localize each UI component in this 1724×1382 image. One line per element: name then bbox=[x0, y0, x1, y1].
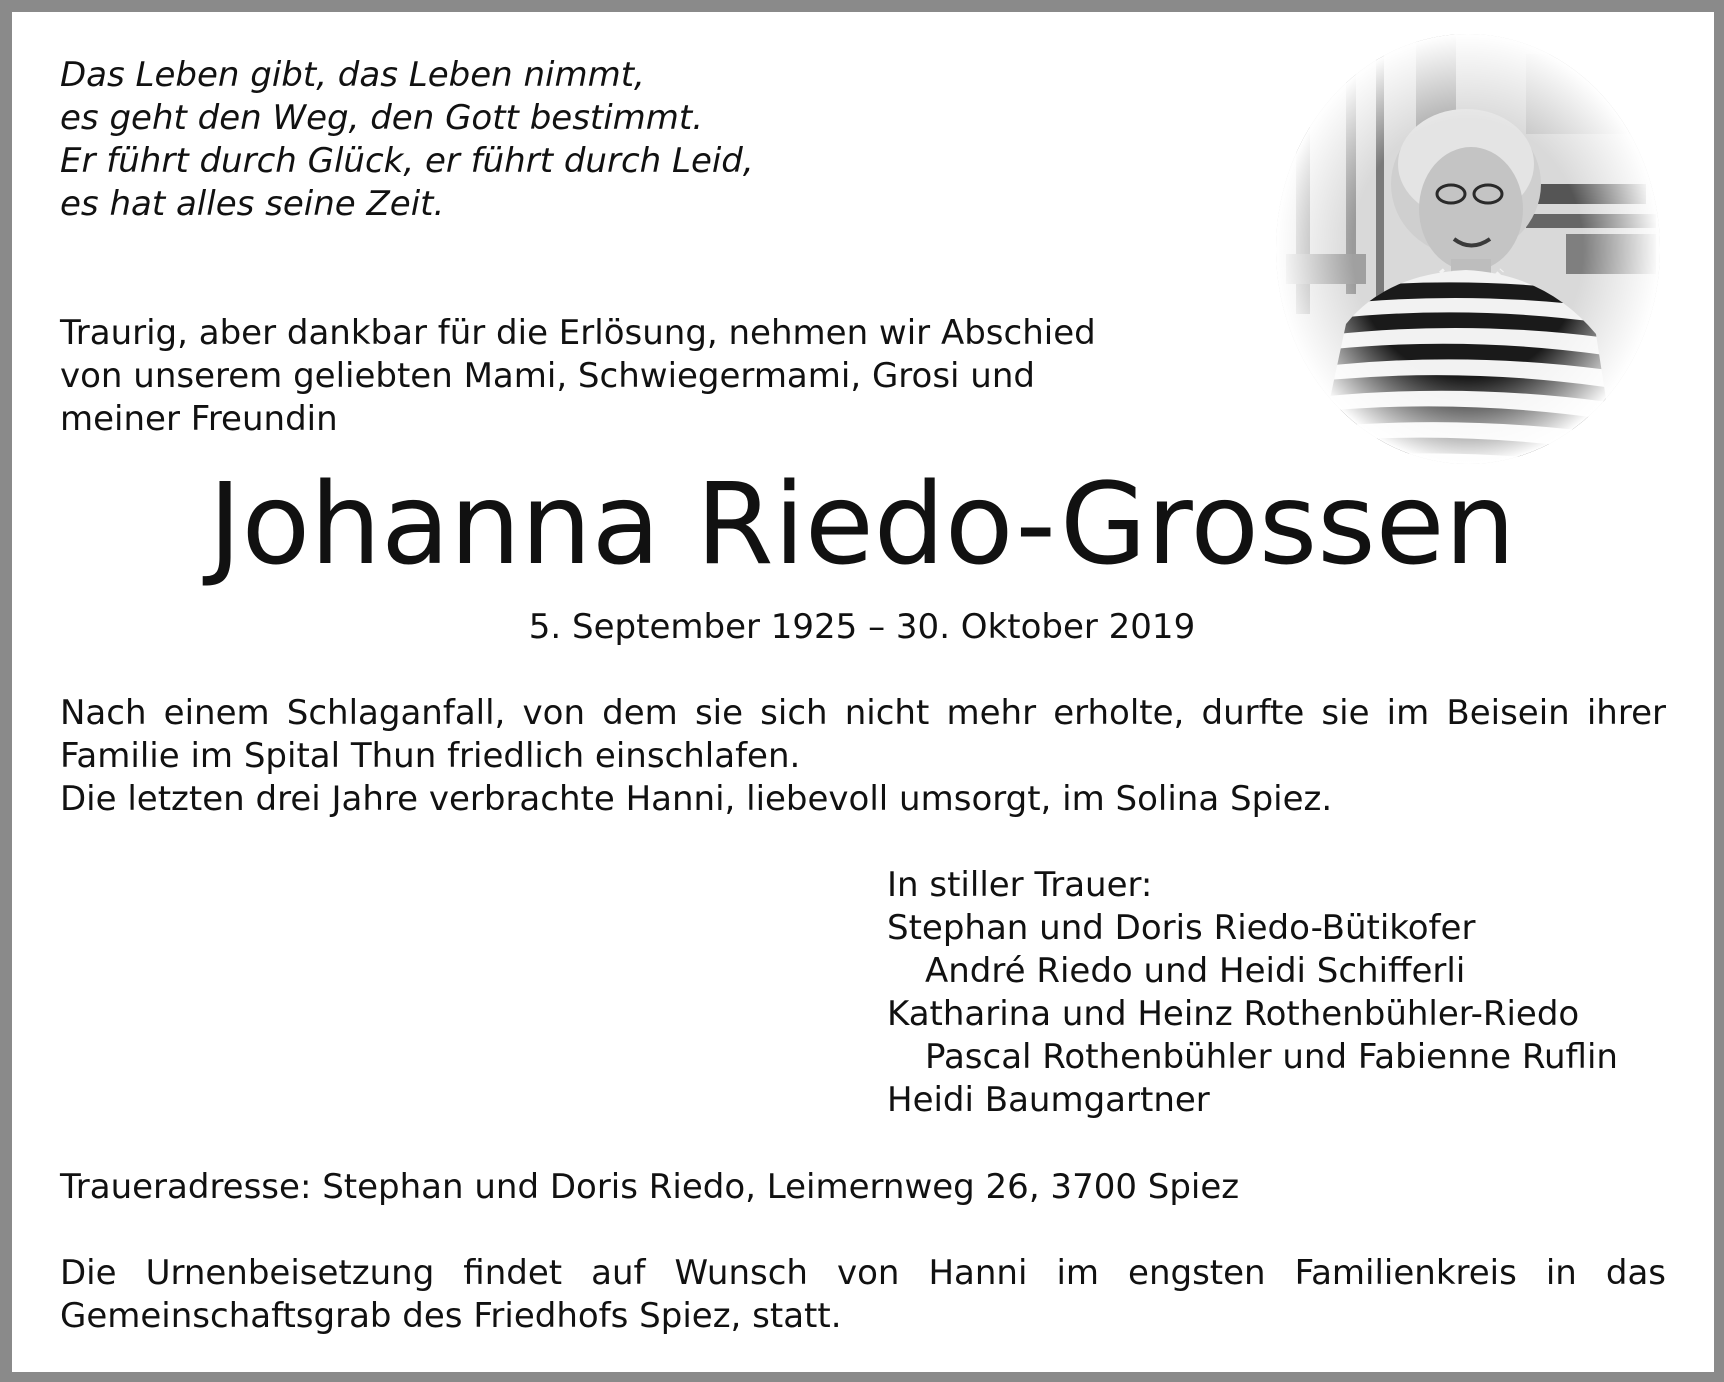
poem bbox=[60, 54, 754, 226]
intro-line: Traurig, aber dankbar für die Erlösung, nehmen wir Abschied bbox=[60, 313, 1096, 353]
mourner-line: Stephan und Doris Riedo-Bütikofer bbox=[887, 908, 1476, 948]
poem-line: Er führt durch Glück, er führt durch Leid, bbox=[60, 141, 754, 181]
burial-notice bbox=[60, 1252, 1666, 1338]
mourner-line: Heidi Baumgartner bbox=[887, 1080, 1210, 1120]
mourner-line: André Riedo und Heidi Schifferli bbox=[925, 951, 1466, 991]
poem-line: es hat alles seine Zeit. bbox=[60, 184, 445, 224]
deceased-name: Johanna Riedo-Grossen bbox=[208, 460, 1516, 590]
poem-line: Das Leben gibt, das Leben nimmt, bbox=[60, 55, 645, 95]
body-line: Die letzten drei Jahre verbrachte Hanni, liebevoll umsorgt, im Solina Spiez. bbox=[60, 779, 1333, 819]
portrait-photo bbox=[1276, 34, 1660, 464]
body-line: Nach einem Schlaganfall, von dem sie sich nicht mehr erholte, durfte sie im Beisein ihrer bbox=[60, 693, 1666, 733]
intro-text bbox=[60, 312, 1096, 441]
intro-line: von unserem geliebten Mami, Schwiegermami, Grosi und bbox=[60, 356, 1035, 396]
mourners-heading: In stiller Trauer: bbox=[887, 865, 1153, 905]
poem-line: es geht den Weg, den Gott bestimmt. bbox=[60, 98, 704, 138]
body-line: Familie im Spital Thun friedlich einschlafen. bbox=[60, 736, 801, 776]
burial-line: Gemeinschaftsgrab des Friedhofs Spiez, statt. bbox=[60, 1296, 842, 1336]
mourner-line: Pascal Rothenbühler und Fabienne Ruflin bbox=[925, 1037, 1618, 1077]
obituary-body bbox=[60, 692, 1666, 821]
portrait-image bbox=[1276, 34, 1660, 464]
intro-line: meiner Freundin bbox=[60, 399, 338, 439]
mourning-address: Traueradresse: Stephan und Doris Riedo, Leimernweg 26, 3700 Spiez bbox=[60, 1167, 1240, 1207]
life-dates: 5. September 1925 – 30. Oktober 2019 bbox=[528, 607, 1196, 647]
mourner-line: Katharina und Heinz Rothenbühler-Riedo bbox=[887, 994, 1580, 1034]
burial-line: Die Urnenbeisetzung findet auf Wunsch von Hanni im engsten Familienkreis in das bbox=[60, 1253, 1666, 1293]
mourners-list bbox=[887, 864, 1618, 1122]
